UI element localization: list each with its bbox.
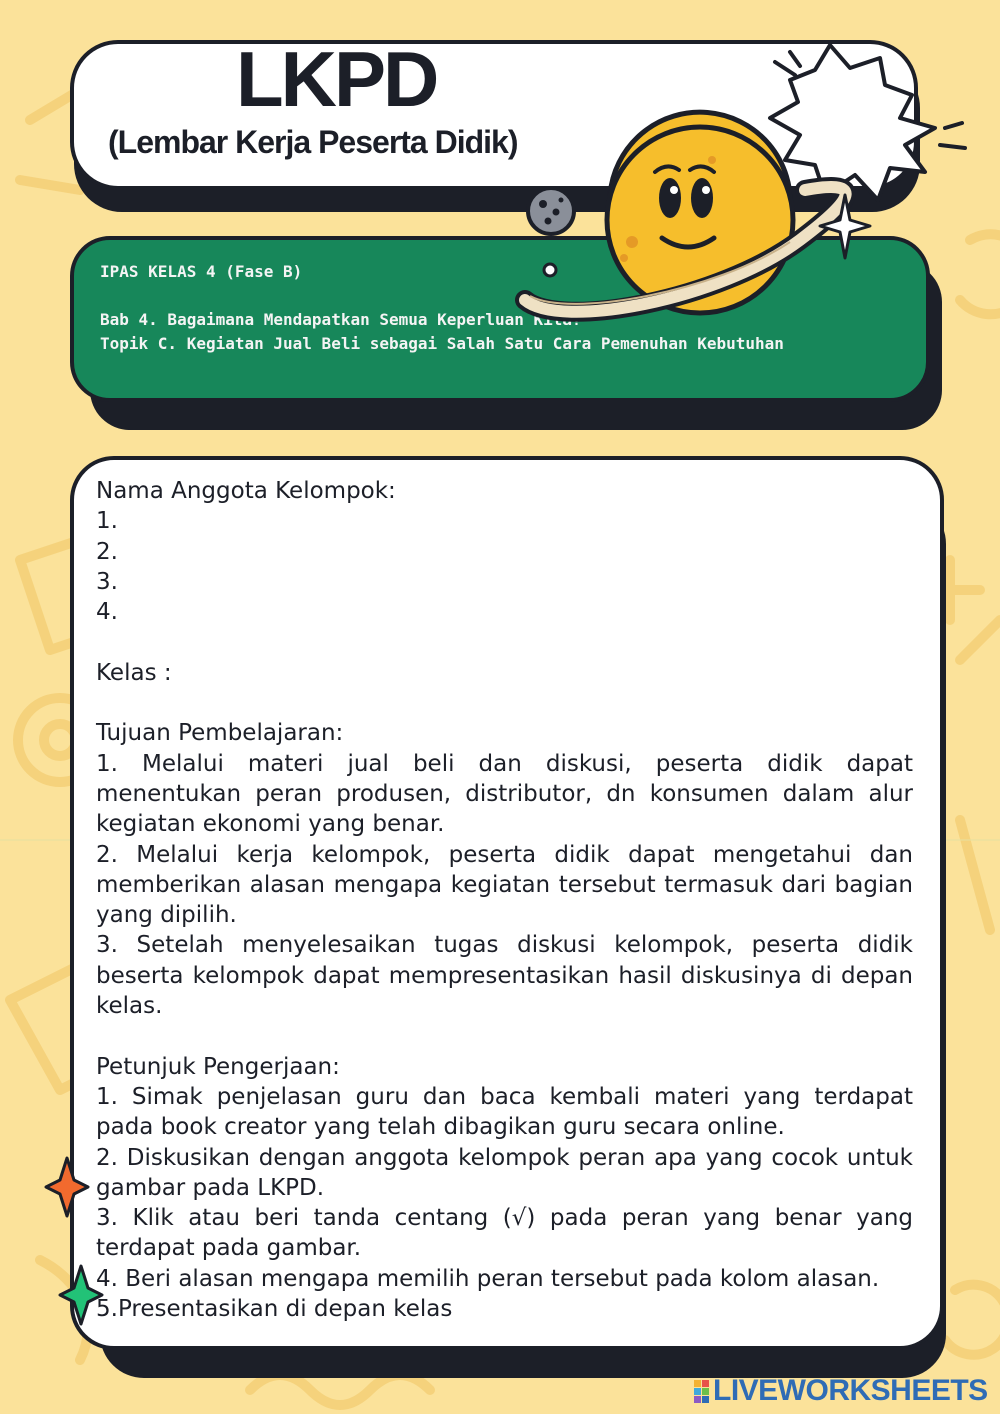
sparkle-green-icon (58, 1264, 104, 1326)
instruction-item: 4. Beri alasan mengapa memilih peran tersebut pada kolom alasan. (96, 1265, 880, 1292)
liveworksheets-logo (694, 1374, 988, 1408)
page-title: LKPD (236, 35, 437, 123)
topic-label: Topik C. Kegiatan Jual Beli sebagai Salah Satu Cara Pemenuhan Kebutuhan (100, 334, 784, 353)
instruction-item: 1. Simak penjelasan guru dan baca kembali materi yang terdapat pada book creator yang telah dibagikan guru secara online. (96, 1083, 913, 1141)
logo-text: LIVEWORKSHEETS (713, 1374, 988, 1407)
sparkle-orange-icon (44, 1156, 90, 1218)
members-label: Nama Anggota Kelompok: (96, 478, 396, 504)
member-slot-4: 4. (96, 599, 118, 626)
logo-mark-icon (694, 1380, 709, 1403)
member-slot-3: 3. (96, 568, 118, 595)
member-slot-2: 2. (96, 538, 118, 565)
member-slot-1: 1. (96, 508, 118, 535)
spacer (96, 688, 913, 718)
planet-illustration (500, 40, 980, 330)
objective-item: 2. Melalui kerja kelompok, peserta didik dapat mengetahui dan memberikan alasan mengapa kegiatan tersebut termasuk dari bagian yang dipilih. (96, 841, 913, 929)
objective-item: 1. Melalui materi jual beli dan diskusi, peserta didik dapat menentukan peran produsen, distributor, dn konsumen dalam alur kegiatan ekonomi yang benar. (96, 750, 913, 838)
instruction-item: 2. Diskusikan dengan anggota kelompok peran apa yang cocok untuk gambar pada LKPD. (96, 1144, 913, 1201)
instructions-heading: Petunjuk Pengerjaan: (96, 1053, 340, 1080)
instruction-item: 3. Klik atau beri tanda centang (√) pada peran yang benar yang terdapat pada gambar. (96, 1205, 913, 1262)
class-label: Kelas : (96, 659, 172, 686)
chapter-label: Bab 4. Bagaimana Mendapatkan Semua Keperluan Kita? (100, 310, 582, 329)
instruction-item: 5.Presentasikan di depan kelas (96, 1296, 453, 1323)
page-subtitle: (Lembar Kerja Peserta Didik) (108, 124, 518, 160)
grade-label: IPAS KELAS 4 (Fase B) (100, 262, 303, 281)
spacer (96, 627, 913, 657)
spacer (96, 1021, 913, 1051)
starburst-icon (770, 45, 965, 200)
objective-item: 3. Setelah menyelesaikan tugas diskusi kelompok, peserta didik beserta kelompok dapat mempresentasikan hasil diskusinya di depan kelas. (96, 932, 913, 1020)
objectives-heading: Tujuan Pembelajaran: (96, 720, 344, 747)
worksheet-content (96, 476, 913, 1324)
moon-icon (528, 188, 574, 234)
